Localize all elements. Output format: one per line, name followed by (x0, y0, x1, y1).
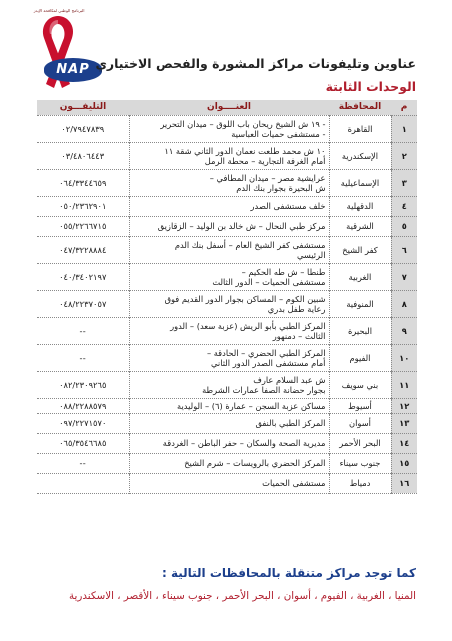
table-row (37, 196, 417, 216)
address-cell (129, 371, 329, 398)
address-line: ١٠ ش محمد طلعت نعمان الدور الثاني شقة ١١ (164, 145, 326, 156)
table-row (37, 317, 417, 344)
centers-table (37, 100, 417, 494)
table-row (37, 216, 417, 236)
phone-cell: ٠٥٥/٢٢٦٦٧١٥ (37, 216, 129, 236)
address-cell (129, 196, 329, 216)
governorate-cell: جنوب سيناء (329, 453, 391, 473)
row-number: ٦ (391, 236, 417, 263)
governorate-cell: كفر الشيخ (329, 236, 391, 263)
governorate-cell: الشرقية (329, 216, 391, 236)
address-cell (129, 142, 329, 169)
address-line: - ١٩ ش الشيخ ريحان باب اللوق – ميدان التحرير (160, 118, 326, 129)
address-line: مستشفى كفر الشيخ العام – أسفل بنك الدم (174, 239, 326, 250)
address-cell (129, 473, 329, 493)
phone-cell: -- (37, 317, 129, 344)
phone-cell: ٠٩٧/٢٢٧١٥٧٠ (37, 413, 129, 433)
phone-cell: -- (37, 453, 129, 473)
address-cell (129, 216, 329, 236)
governorate-cell: الفيوم (329, 344, 391, 371)
governorate-cell: بني سويف (329, 371, 391, 398)
address-line: المركز الطبي الحضري – الحادقة – (206, 347, 326, 358)
address-line: رعاية طفل بدري (267, 303, 326, 314)
address-line: طنطا – ش طه الحكيم – (241, 266, 326, 277)
address-line: المركز الحضري بالرويسات – شرم الشيخ (184, 458, 326, 468)
address-line: المركز الطبي بالنفق (255, 418, 326, 428)
address-line: أمام الغرفة التجارية – محطة الرمل (204, 155, 326, 166)
address-line: عرايشية مصر – ميدان المطافي – (209, 172, 326, 183)
table-row (37, 398, 417, 413)
row-number: ٩ (391, 317, 417, 344)
governorate-cell: أسوان (329, 413, 391, 433)
row-number: ٣ (391, 169, 417, 196)
address-line: خلف مستشفى الصدر (250, 201, 326, 211)
row-number: ١٢ (391, 398, 417, 413)
address-line: مستشفى الحميات – الدور الثالث (212, 276, 326, 287)
column-header-phone: التليفـــون (37, 100, 129, 115)
row-number: ١ (391, 115, 417, 142)
table-row (37, 236, 417, 263)
governorate-cell: الغربية (329, 263, 391, 290)
red-ribbon-icon (10, 8, 106, 98)
phone-cell: ٠٦٤/٣٣٤٤٦٥٩ (37, 169, 129, 196)
address-line: مركز طبي النحال – ش خالد بن الوليد – الزقازيق (157, 221, 326, 231)
row-number: ٥ (391, 216, 417, 236)
address-line: ش البحيرة بجوار بنك الدم (236, 182, 326, 193)
nap-badge: NAP (44, 58, 102, 82)
governorate-cell: البحر الأحمر (329, 433, 391, 453)
mobile-units-list: المنيا ، الغربية ، الفيوم ، أسوان ، البحر الأحمر ، جنوب سيناء ، الأقصر ، الاسكندرية (69, 590, 416, 602)
address-line: شبين الكوم – المساكن بجوار الدور القديم فوق (164, 293, 326, 304)
page-subtitle: الوحدات الثابتة (325, 79, 416, 94)
governorate-cell: الإسكندرية (329, 142, 391, 169)
page-title: عناوين وتليفونات مراكز المشورة والفحص الاختياري (95, 56, 416, 71)
row-number: ١٤ (391, 433, 417, 453)
table-row (37, 371, 417, 398)
governorate-cell: القاهرة (329, 115, 391, 142)
address-cell (129, 453, 329, 473)
table-row (37, 433, 417, 453)
address-line: بجوار حضانة الصفا عمارات الشرطة (202, 384, 326, 395)
phone-cell: ٠٥٠/٢٣٦٢٩٠١ (37, 196, 129, 216)
table-row (37, 413, 417, 433)
table-row (37, 453, 417, 473)
address-cell (129, 169, 329, 196)
nap-logo (10, 8, 106, 98)
table-row (37, 169, 417, 196)
address-line: مديرية الصحة والسكان – حفر الباطن – الغردقة (162, 438, 326, 448)
row-number: ١٥ (391, 453, 417, 473)
governorate-cell: الإسماعيلية (329, 169, 391, 196)
table-row (37, 263, 417, 290)
address-line: المركز الطبي بأبو الريش (عزبة سعد) – الدور (170, 320, 326, 331)
address-cell (129, 433, 329, 453)
address-line: أمام مستشفى الصدر الدور الثاني (210, 357, 326, 368)
governorate-cell: المنوفية (329, 290, 391, 317)
governorate-cell: دمياط (329, 473, 391, 493)
address-line: مساكن عزبة السجن – عمارة (٦) – الوليدية (177, 400, 326, 411)
table-row (37, 142, 417, 169)
phone-cell: ٠٤٠/٣٤٠٢١٩٧ (37, 263, 129, 290)
row-number: ١٦ (391, 473, 417, 493)
governorate-cell: الدقهلية (329, 196, 391, 216)
phone-cell: ٠٤٧/٣٢٢٨٨٨٤ (37, 236, 129, 263)
logo-caption: البرنامج الوطني لمكافحة الإيدز (33, 8, 85, 13)
phone-cell: ٠٦٥/٣٥٤٦٦٨٥ (37, 433, 129, 453)
row-number: ٢ (391, 142, 417, 169)
phone-cell: ٠٨٨/٢٢٨٨٥٧٩ (37, 398, 129, 413)
address-cell (129, 236, 329, 263)
table-row (37, 344, 417, 371)
address-cell (129, 290, 329, 317)
phone-cell: -- (37, 344, 129, 371)
table-row (37, 473, 417, 493)
governorate-cell: أسيوط (329, 398, 391, 413)
address-line: الرئيسي (296, 249, 326, 260)
address-line: الثالث – دمنهور (272, 330, 326, 341)
phone-cell (37, 473, 129, 493)
column-header-address: العنــــوان (129, 100, 329, 115)
row-number: ٨ (391, 290, 417, 317)
row-number: ١٠ (391, 344, 417, 371)
phone-cell: ٠٨٢/٢٣٠٩٢٦٥ (37, 371, 129, 398)
address-line: مستشفى الحميات (262, 478, 326, 488)
row-number: ١٣ (391, 413, 417, 433)
table-row (37, 115, 417, 142)
address-line: - مستشفى حميات العباسية (231, 128, 326, 139)
address-cell (129, 317, 329, 344)
column-header-no: م (391, 100, 417, 115)
address-cell (129, 413, 329, 433)
mobile-units-title: كما توجد مراكز متنقلة بالمحافظات التالية : (161, 566, 416, 580)
row-number: ٧ (391, 263, 417, 290)
address-line: ش عبد السلام عارف (253, 374, 326, 385)
row-number: ٤ (391, 196, 417, 216)
column-header-governorate: المحافظة (329, 100, 391, 115)
row-number: ١١ (391, 371, 417, 398)
address-cell (129, 344, 329, 371)
governorate-cell: البحيرة (329, 317, 391, 344)
address-cell (129, 398, 329, 413)
address-cell (129, 115, 329, 142)
table-header-row (37, 100, 417, 115)
address-cell (129, 263, 329, 290)
phone-cell: ٠٢/٧٩٤٧٨٣٩ (37, 115, 129, 142)
phone-cell: ٠٤٨/٢٢٣٧٠٥٧ (37, 290, 129, 317)
table-row (37, 290, 417, 317)
phone-cell: ٠٣/٤٨٠٦٤٤٣ (37, 142, 129, 169)
